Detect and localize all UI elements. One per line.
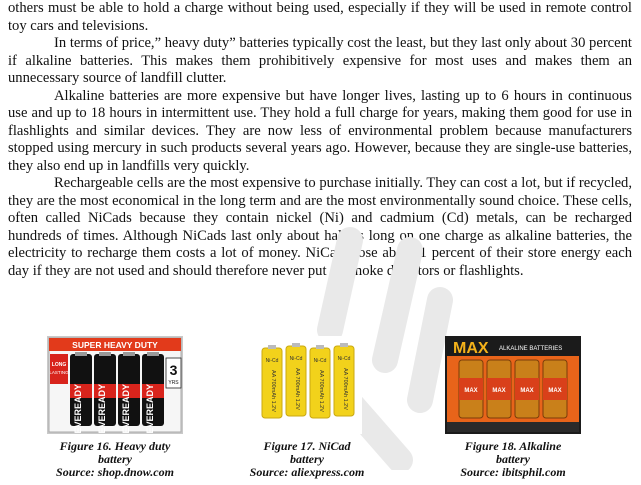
cell-spec-1: AA 700mAh 1.2V: [270, 370, 276, 412]
figure-18-title: Figure 18. Alkaline: [464, 439, 562, 453]
cell-spec-3: AA 700mAh 1.2V: [318, 370, 324, 412]
cell-label-1: Ni-Cd: [265, 358, 279, 364]
figure-18: [428, 336, 598, 479]
alkaline-cell-brand-2: MAX: [492, 388, 506, 394]
years-unit: YRS: [168, 380, 179, 386]
figure-16-caption: [30, 440, 200, 479]
body-text: [8, 0, 632, 280]
paragraph-4: Rechargeable cells are the most expensive to purchase initially. They can cost a lot, but if recycled, they are the most economical in the long term and are the most environmentally sound choice. These cells, often called NiCads because they contain nickel (Ni) and cadmium (Cd) metals, can be recharged hundreds of times. Although NiCads last only about half as long on one charge as alkaline batteries, the electricity to recharge them costs a lot of money. NiCads lose about 1 percent of their store energy each day if they are not used and should therefore never put in smoke detectors or flashlights.: [8, 175, 632, 279]
heavy-duty-battery-image: [47, 336, 183, 434]
figure-17-title-line2: battery: [290, 452, 324, 466]
cell-brand-2: EVEREADY: [97, 384, 107, 434]
alkaline-cell-brand-3: MAX: [520, 388, 534, 394]
figure-18-caption: [428, 440, 598, 479]
cell-spec-4: AA 700mAh 1.2V: [342, 368, 348, 410]
paragraph-3: Alkaline batteries are more expensive but have longer lives, lasting up to 6 hours in continuous use and up to 18 hours in intermittent use. They hold a full charge for years, making them good for use in flashlights and similar devices. They are now less of environmental problem because manufacturers stopped using mercury in such products several years ago. However, because they are single-use batteries, they also end up in landfills very quickly.: [8, 87, 632, 174]
alkaline-cell-brand-4: MAX: [548, 388, 562, 394]
figures-row: [0, 336, 641, 485]
paragraph-2: In terms of price,” heavy duty” batteries typically cost the least, but they last only about 30 percent if alkaline batteries. This makes them prohibitively expensive for most uses and makes them an unnecessary source of landfill clutter.: [8, 35, 632, 86]
cell-label-4: Ni-Cd: [337, 356, 351, 362]
figure-18-title-line2: battery: [496, 452, 530, 466]
document-page: [8, 0, 632, 280]
cell-brand-4: EVEREADY: [145, 384, 155, 434]
badge-top-text: LONG: [51, 362, 67, 368]
alkaline-battery-image: [445, 336, 581, 434]
cell-spec-2: AA 700mAh 1.2V: [294, 368, 300, 410]
figure-18-source: Source: ibitsphil.com: [460, 465, 566, 479]
figure-17-source: Source: aliexpress.com: [249, 465, 365, 479]
cell-label-2: Ni-Cd: [289, 356, 303, 362]
badge-bottom-text: LASTING: [49, 370, 69, 375]
figure-16-source: Source: shop.dnow.com: [56, 465, 174, 479]
cell-brand-3: EVEREADY: [121, 384, 131, 434]
figure-16-title-line2: battery: [98, 452, 132, 466]
paragraph-1: others must be able to hold a charge without being used, especially if they will be used in remote control toy cars and televisions.: [8, 0, 632, 34]
max-subtitle-text: ALKALINE BATTERIES: [499, 346, 563, 352]
figure-17-caption: [222, 440, 392, 479]
cell-brand-1: EVEREADY: [73, 384, 83, 434]
figure-17: [222, 336, 392, 479]
figure-16: [30, 336, 200, 479]
max-brand-text: MAX: [453, 340, 489, 357]
alkaline-cell-brand-1: MAX: [464, 388, 478, 394]
years-number: 3: [169, 362, 178, 378]
figure-16-title: Figure 16. Heavy duty: [59, 439, 171, 453]
figure-17-title: Figure 17. NiCad: [263, 439, 351, 453]
cell-label-3: Ni-Cd: [313, 358, 327, 364]
nicad-battery-image: [252, 336, 362, 434]
banner-text: SUPER HEAVY DUTY: [72, 340, 158, 350]
